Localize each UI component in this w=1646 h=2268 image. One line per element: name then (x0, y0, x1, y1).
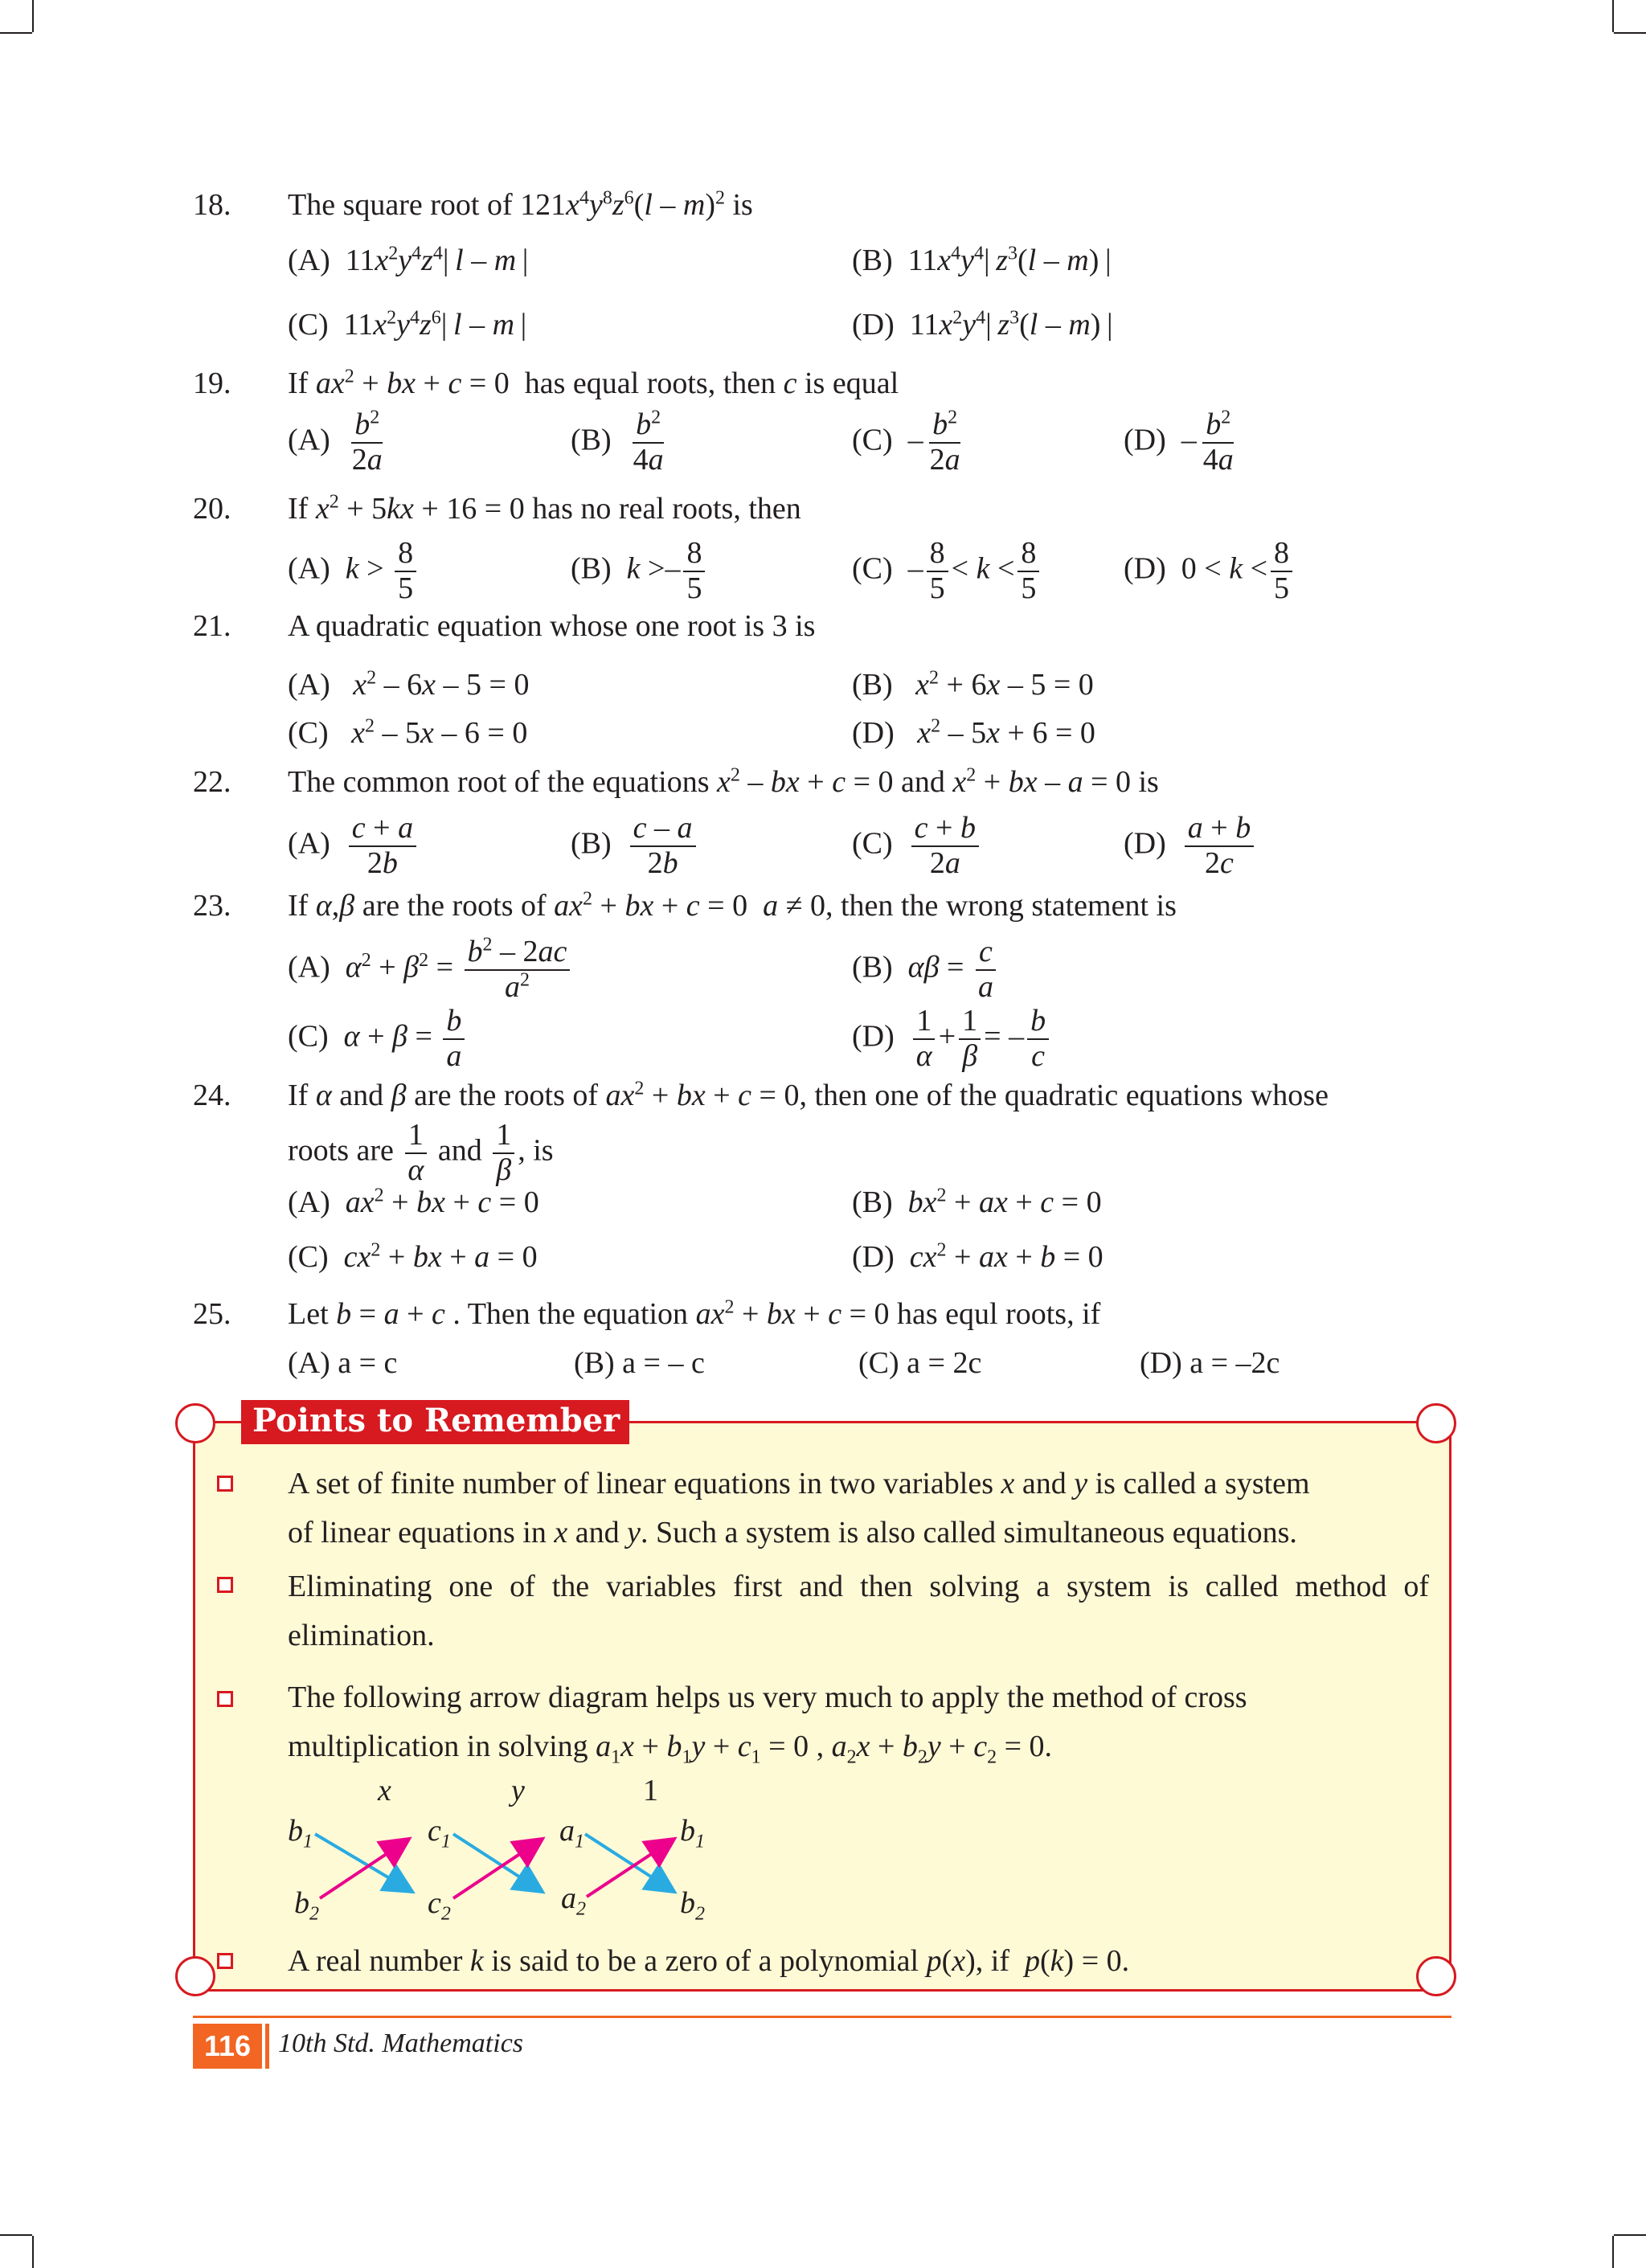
option-d: (D) $cx^2$ + ax + b = 0 (852, 1239, 1103, 1274)
option-c: (C) – $\frac{b^2}{2a}$ (852, 407, 960, 477)
point-4: A real number k is said to be a zero of a polynomial p(x), if p(k) = 0. (288, 1944, 1130, 1978)
option-c: (C) $11x^2y^4z^6|$ l – m | (288, 307, 527, 342)
option-d: (D) $x^2 - 5x + 6 = 0$ (852, 715, 1095, 750)
option-d: (D) – $\frac{b^2}{4a}$ (1124, 407, 1234, 477)
diagram-b1-right: $b_1$ (680, 1814, 705, 1852)
footer-bar (265, 2024, 269, 2069)
option-b: (B) k >– $\frac{8}{5}$ (571, 537, 708, 606)
option-b: (B) $bx^2$ + ax + c = 0 (852, 1185, 1102, 1219)
question-number: 24. (193, 1079, 231, 1112)
option-c: (C) α + β = $\frac{b}{a}$ (288, 1005, 468, 1074)
option-d: (D) $\frac{1}{\alpha}$ + $\frac{1}{\beta}$ = – $\frac{b}{c}$ (852, 1005, 1052, 1074)
diagram-b1-top: $b_1$ (288, 1814, 313, 1852)
option-d: (D) a = –2c (1140, 1346, 1280, 1380)
option-c: (C) $x^2 - 5x - 6 = 0$ (288, 715, 528, 750)
question-number: 19. (193, 366, 231, 400)
arrow-down-2 (453, 1834, 540, 1890)
footer-rule (193, 2016, 1452, 2018)
option-c: (C) – $\frac{8}{5}$ < k < $\frac{8}{5}$ (852, 537, 1042, 606)
option-c: (C) $cx^2$ + bx + a = 0 (288, 1239, 538, 1274)
option-d: (D) $11x^2y^4|$ $z^3(l - m)$ | (852, 307, 1113, 342)
option-c: (C) a = 2c (858, 1346, 982, 1380)
option-a: (A) $ax^2$ + bx + c = 0 (288, 1185, 539, 1219)
diagram-header-1: 1 (643, 1774, 658, 1807)
option-b: (B) αβ = $\frac{c}{a}$ (852, 935, 1000, 1005)
question-text: If α and β are the roots of $ax^2$ + bx + c = 0, then one of the quadratic equations whose (288, 1078, 1329, 1112)
diagram-c1-top: $c_1$ (428, 1814, 451, 1852)
option-b: (B) $11x^4y^4|$ $z^3(l - m)$ | (852, 243, 1112, 277)
question-number: 21. (193, 609, 231, 643)
point-2: Eliminating one of the variables first and then solving a system is called method of elimination. (288, 1570, 1429, 1652)
arrow-up-3 (587, 1840, 672, 1897)
question-number: 23. (193, 889, 231, 923)
question-text: The common root of the equations $x^2$ – bx + c = 0 and $x^2$ + bx – a = 0 is (288, 764, 1159, 799)
option-b: (B) a = – c (574, 1346, 705, 1380)
point-3: The following arrow diagram helps us very much to apply the method of cross multiplication in solving $a_1x + b_1y + c_1 = 0$ , $a_2x + b_2y + c_2 = 0$. (288, 1681, 1247, 1768)
option-d: (D) 0 < k < $\frac{8}{5}$ (1124, 537, 1296, 606)
option-d: (D) $\frac{a + b}{2c}$ (1124, 812, 1257, 881)
arrow-down-1 (315, 1834, 410, 1890)
option-a: (A) $x^2 - 6x - 5 = 0$ (288, 667, 530, 702)
diagram-b2-right: $b_2$ (680, 1886, 705, 1925)
question-number: 25. (193, 1297, 231, 1331)
book-title: 10th Std. Mathematics (278, 2029, 524, 2058)
arrow-up-1 (320, 1840, 407, 1898)
diagram-header-x: x (378, 1774, 391, 1807)
point-1: A set of finite number of linear equations in two variables x and y is called a system of linear equations in x and y. Such a system is also called simultaneous equations. (288, 1467, 1310, 1550)
option-a: (A) $\frac{c + a}{2b}$ (288, 812, 420, 881)
diagram-header-y: y (511, 1774, 525, 1807)
page-number: 116 (193, 2024, 262, 2069)
option-b: (B) $\frac{b^2}{4a}$ (571, 407, 664, 477)
option-b: (B) $x^2 + 6x - 5 = 0$ (852, 667, 1094, 702)
diagram-a2-bottom: $a_2$ (561, 1881, 586, 1920)
question-text: Let b = a + c . Then the equation $ax^2$ + bx + c = 0 has equl roots, if (288, 1296, 1101, 1331)
question-text: If $ax^2$ + bx + c = 0 has equal roots, then c is equal (288, 366, 899, 400)
question-24-line2: roots are $\frac{1}{\alpha}$ and $\frac{1}{\beta}$ , is (288, 1118, 554, 1187)
question-text: The square root of $121x^4y^8z^6(l - m)^2$ is (288, 187, 753, 222)
option-a: (A) a = c (288, 1346, 398, 1380)
question-number: 20. (193, 492, 231, 526)
diagram-b2-bottom: $b_2$ (294, 1886, 319, 1925)
option-a: (A) k > $\frac{8}{5}$ (288, 537, 420, 606)
option-a: (A) $\alpha^2 + \beta^2$ = $\frac{b^2 - 2ac}{a^2}$ (288, 935, 573, 1005)
option-c: (C) $\frac{c + b}{2a}$ (852, 812, 982, 881)
diagram-a1-top: $a_1$ (559, 1814, 584, 1852)
question-number: 18. (193, 188, 231, 222)
option-a: (A) $\frac{b^2}{2a}$ (288, 407, 383, 477)
box-title: Points to Remember (241, 1400, 629, 1444)
diagram-c2-bottom: $c_2$ (428, 1886, 451, 1925)
arrow-down-3 (585, 1834, 672, 1890)
arrow-up-2 (453, 1840, 540, 1898)
option-a: (A) $11x^2y^4z^4|$ l – m | (288, 243, 529, 277)
question-number: 22. (193, 765, 231, 799)
option-b: (B) $\frac{c - a}{2b}$ (571, 812, 699, 881)
question-text: A quadratic equation whose one root is 3 is (288, 609, 816, 643)
question-text: If $x^2 + 5kx + 16 = 0$ has no real roots, then (288, 491, 801, 526)
question-text: If α,β are the roots of $ax^2$ + bx + c = 0 a ≠ 0, then the wrong statement is (288, 888, 1177, 923)
bullet-icon (217, 1953, 233, 1969)
